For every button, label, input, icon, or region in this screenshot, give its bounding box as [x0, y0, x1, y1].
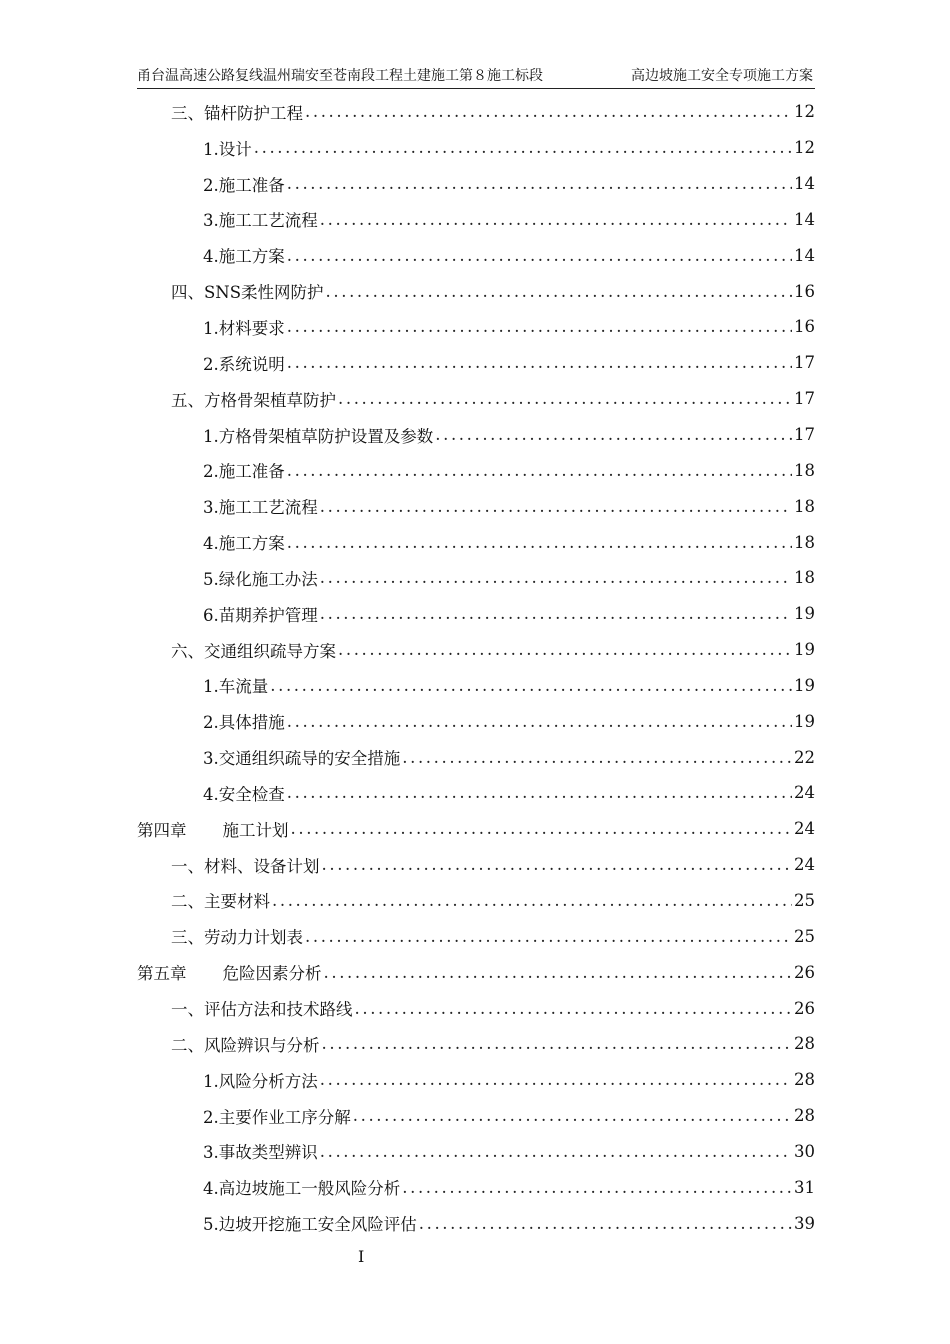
table-of-contents	[137, 94, 815, 1241]
toc-entry[interactable]	[137, 990, 815, 1026]
toc-entry[interactable]	[137, 1062, 815, 1098]
toc-entry-title	[137, 960, 322, 984]
toc-entry-title: 4.施工方案	[203, 247, 285, 267]
toc-entry[interactable]	[137, 632, 815, 668]
toc-entry-title: 1.方格骨架植草防护设置及参数	[203, 426, 434, 446]
page-number: I	[358, 1247, 365, 1266]
toc-dot-leader	[305, 927, 792, 946]
toc-page-number: 19	[794, 675, 815, 695]
toc-page-number: 18	[794, 460, 815, 480]
toc-entry-title: 2.施工准备	[203, 175, 285, 195]
toc-dot-leader	[287, 317, 792, 336]
toc-entry-title	[137, 817, 289, 841]
toc-entry-title: 六、交通组织疏导方案	[171, 641, 336, 661]
toc-dot-leader	[287, 353, 792, 372]
toc-page-number: 16	[794, 317, 815, 337]
toc-page-number: 14	[794, 245, 815, 265]
toc-page-number: 19	[794, 640, 815, 660]
toc-entry-title: 5.绿化施工办法	[203, 569, 318, 589]
toc-entry-title: 二、风险辨识与分析	[171, 1035, 320, 1055]
toc-entry[interactable]	[137, 847, 815, 883]
toc-page-number: 14	[794, 209, 815, 229]
toc-dot-leader	[320, 497, 792, 516]
header-document-title: 高边坡施工安全专项施工方案	[631, 68, 813, 84]
toc-page-number: 25	[794, 890, 815, 910]
toc-page-number: 31	[794, 1177, 815, 1197]
toc-entry[interactable]	[137, 309, 815, 345]
toc-dot-leader	[402, 1178, 792, 1197]
toc-dot-leader	[326, 282, 792, 301]
toc-entry[interactable]	[137, 166, 815, 202]
toc-entry-title: 1.风险分析方法	[203, 1071, 318, 1091]
toc-page-number: 18	[794, 568, 815, 588]
toc-entry[interactable]	[137, 202, 815, 238]
toc-entry[interactable]	[137, 452, 815, 488]
toc-entry-title: 1.设计	[203, 139, 252, 159]
toc-dot-leader	[287, 246, 792, 265]
toc-entry[interactable]	[137, 237, 815, 273]
toc-dot-leader	[287, 533, 792, 552]
toc-page-number: 24	[794, 819, 815, 839]
toc-entry[interactable]	[137, 94, 815, 130]
toc-page-number: 17	[794, 425, 815, 445]
toc-dot-leader	[324, 963, 793, 982]
toc-page-number: 26	[794, 998, 815, 1018]
toc-page-number: 28	[794, 1034, 815, 1054]
toc-entry-title: 3.施工工艺流程	[203, 211, 318, 231]
toc-dot-leader	[419, 1214, 792, 1233]
toc-page-number: 17	[794, 389, 815, 409]
toc-entry[interactable]	[137, 488, 815, 524]
toc-entry[interactable]	[137, 1098, 815, 1134]
toc-entry-title: 2.系统说明	[203, 354, 285, 374]
toc-entry-title: 6.苗期养护管理	[203, 605, 318, 625]
toc-entry[interactable]	[137, 1205, 815, 1241]
toc-entry[interactable]	[137, 560, 815, 596]
toc-entry[interactable]	[137, 954, 815, 990]
toc-chapter-number: 第四章	[137, 820, 187, 840]
toc-entry-title: 4.安全检查	[203, 784, 285, 804]
toc-entry[interactable]	[137, 703, 815, 739]
toc-dot-leader	[355, 999, 793, 1018]
toc-page-number: 26	[794, 962, 815, 982]
toc-dot-leader	[322, 855, 793, 874]
toc-page-number: 18	[794, 532, 815, 552]
toc-entry-title: 4.高边坡施工一般风险分析	[203, 1179, 401, 1199]
toc-entry[interactable]	[137, 811, 815, 847]
toc-dot-leader	[320, 210, 792, 229]
toc-entry[interactable]	[137, 130, 815, 166]
toc-entry[interactable]	[137, 1133, 815, 1169]
toc-entry-title: 3.施工工艺流程	[203, 498, 318, 518]
toc-chapter-title: 施工计划	[222, 820, 289, 840]
toc-entry-title: 2.主要作业工序分解	[203, 1107, 351, 1127]
toc-entry[interactable]	[137, 1169, 815, 1205]
toc-entry-title: 一、材料、设备计划	[171, 856, 320, 876]
toc-chapter-title: 危险因素分析	[222, 964, 322, 984]
toc-page-number: 16	[794, 281, 815, 301]
toc-entry[interactable]	[137, 596, 815, 632]
toc-page-number: 19	[794, 711, 815, 731]
toc-page-number: 30	[794, 1141, 815, 1161]
toc-entry[interactable]	[137, 1026, 815, 1062]
toc-entry-title: 3.事故类型辨识	[203, 1143, 318, 1163]
toc-entry-title: 三、锚杆防护工程	[171, 103, 303, 123]
toc-entry-title: 三、劳动力计划表	[171, 928, 303, 948]
toc-dot-leader	[287, 461, 792, 480]
toc-dot-leader	[322, 1034, 793, 1053]
toc-entry[interactable]	[137, 273, 815, 309]
toc-chapter-number: 第五章	[137, 964, 187, 984]
toc-entry-title: 四、SNS柔性网防护	[171, 283, 324, 303]
toc-entry[interactable]	[137, 739, 815, 775]
toc-entry[interactable]	[137, 883, 815, 919]
toc-entry-title: 五、方格骨架植草防护	[171, 390, 336, 410]
page-header	[137, 66, 815, 89]
toc-dot-leader	[270, 676, 792, 695]
toc-page-number: 17	[794, 353, 815, 373]
toc-entry-title: 一、评估方法和技术路线	[171, 1000, 353, 1020]
toc-dot-leader	[287, 174, 792, 193]
toc-entry[interactable]	[137, 918, 815, 954]
toc-dot-leader	[338, 640, 792, 659]
toc-dot-leader	[287, 783, 792, 802]
toc-entry-title: 1.车流量	[203, 677, 269, 697]
toc-entry[interactable]	[137, 345, 815, 381]
toc-page-number: 24	[794, 855, 815, 875]
toc-dot-leader	[254, 138, 792, 157]
toc-page-number: 12	[794, 138, 815, 158]
toc-dot-leader	[402, 748, 792, 767]
header-project-title: 甬台温高速公路复线温州瑞安至苍南段工程土建施工第８施工标段	[137, 68, 543, 84]
toc-entry[interactable]	[137, 524, 815, 560]
toc-entry-title: 1.材料要求	[203, 318, 285, 338]
toc-dot-leader	[287, 712, 792, 731]
toc-entry-title: 5.边坡开挖施工安全风险评估	[203, 1215, 417, 1235]
toc-page-number: 39	[794, 1213, 815, 1233]
toc-entry[interactable]	[137, 775, 815, 811]
toc-dot-leader	[272, 891, 792, 910]
toc-page-number: 18	[794, 496, 815, 516]
toc-dot-leader	[338, 389, 792, 408]
toc-dot-leader	[320, 604, 792, 623]
toc-dot-leader	[320, 1070, 792, 1089]
toc-page-number: 24	[794, 783, 815, 803]
toc-dot-leader	[305, 102, 792, 121]
toc-page-number: 25	[794, 926, 815, 946]
toc-entry[interactable]	[137, 417, 815, 453]
toc-entry[interactable]	[137, 381, 815, 417]
toc-entry-title: 2.具体措施	[203, 713, 285, 733]
toc-page-number: 22	[794, 747, 815, 767]
toc-dot-leader	[320, 1142, 792, 1161]
toc-dot-leader	[291, 819, 793, 838]
toc-entry-title: 二、主要材料	[171, 892, 270, 912]
toc-entry-title: 4.施工方案	[203, 534, 285, 554]
toc-dot-leader	[353, 1106, 792, 1125]
toc-page-number: 19	[794, 604, 815, 624]
toc-entry-title: 3.交通组织疏导的安全措施	[203, 749, 401, 769]
toc-page-number: 28	[794, 1070, 815, 1090]
toc-dot-leader	[435, 425, 792, 444]
toc-entry-title: 2.施工准备	[203, 462, 285, 482]
toc-page-number: 12	[794, 102, 815, 122]
toc-page-number: 28	[794, 1106, 815, 1126]
toc-entry[interactable]	[137, 668, 815, 704]
toc-page-number: 14	[794, 174, 815, 194]
toc-dot-leader	[320, 568, 792, 587]
